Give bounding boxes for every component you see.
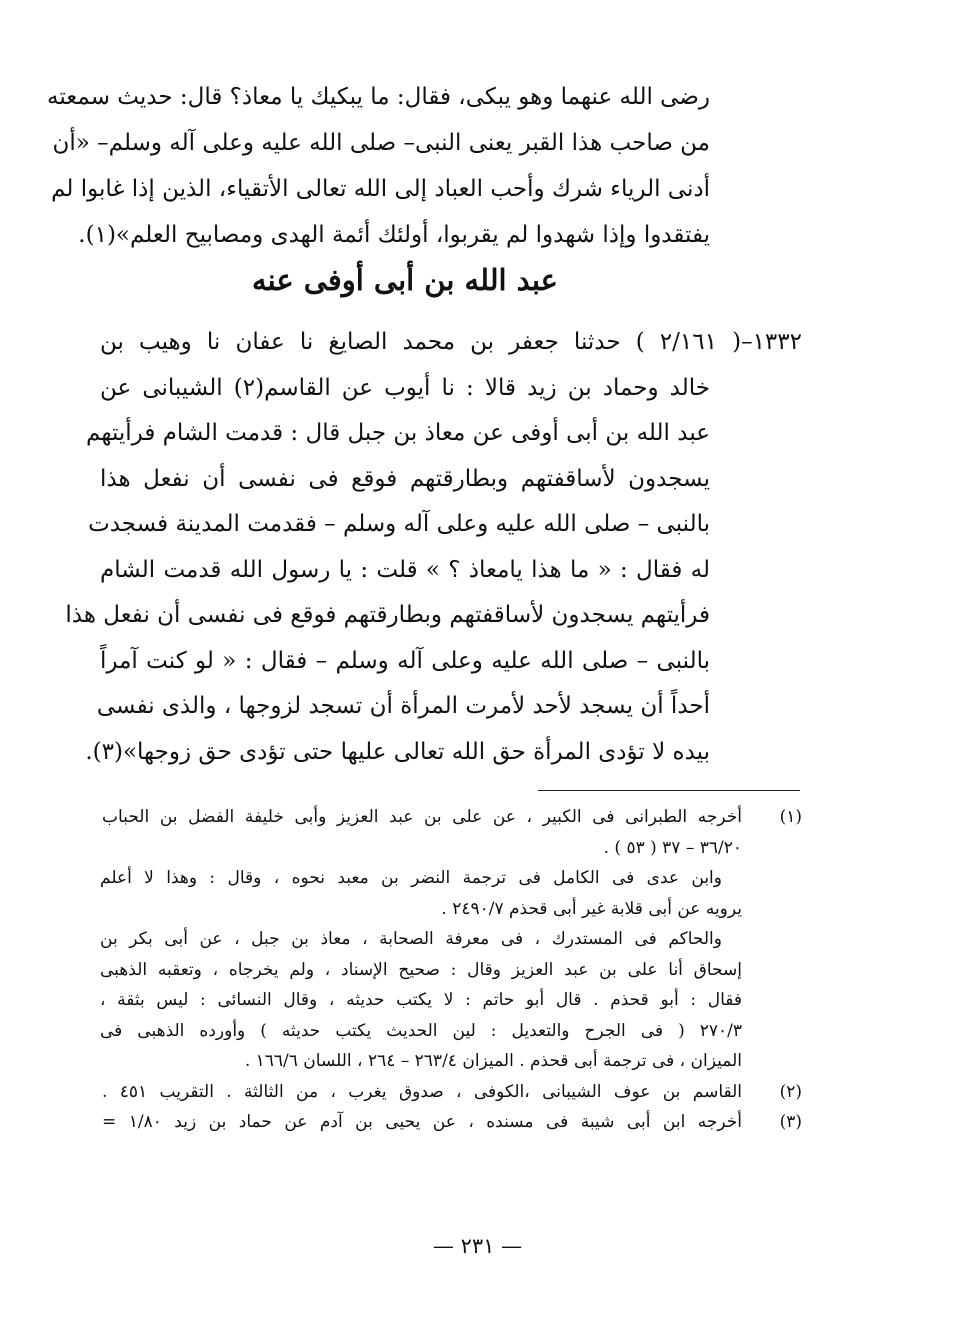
- section-heading: عبد الله بن أبى أوفى عنه: [252, 263, 558, 297]
- hadith-line: عبد الله بن أبى أوفى عن معاذ بن جبل قال : قدمت الشام فرأيتهم: [86, 420, 710, 446]
- footnote-number: (٣): [779, 1112, 802, 1132]
- footnote-1: [100, 802, 802, 833]
- footnote-number: (١): [779, 807, 802, 827]
- hadith-paragraph: [65, 320, 802, 775]
- text-line: أدنى الرياء شرك وأحب العباد إلى الله تعالى الأتقياء، الذين إذا غابوا لم: [51, 176, 710, 202]
- footnote-2: [100, 1077, 802, 1108]
- hadith-line: فرأيتهم يسجدون لأساقفتهم وبطارقتهم فوقع فى نفسى أن نفعل هذا: [65, 602, 710, 628]
- footnote-text: القاسم بن عوف الشيبانى ،الكوفى ، صدوق يغرب ، من الثالثة . التقريب ٤٥١ .: [102, 1081, 743, 1102]
- text-line: من صاحب هذا القبر يعنى النبى– صلى الله عليه وعلى آله وسلم– «أن: [52, 130, 710, 156]
- intro-paragraph: [47, 74, 710, 258]
- footnote-number: (٢): [779, 1081, 802, 1102]
- page-number: — ٢٣١ —: [432, 1234, 523, 1258]
- hadith-line: خالد وحماد بن زيد قالا : نا أيوب عن القاسم(٢) الشيبانى عن: [100, 374, 710, 401]
- text-line: يفتقدوا وإذا شهدوا لم يقربوا، أولئك أئمة الهدى ومصابيح العلم»(١).: [78, 222, 710, 248]
- hadith-line: أحداً أن يسجد لأحد لأمرت المرأة أن تسجد لزوجها ، والذى نفسى: [96, 693, 710, 719]
- footnote-line: وابن عدى فى الكامل فى ترجمة النضر بن معبد نحوه ، وقال : وهذا لا أعلم: [100, 868, 722, 888]
- hadith-line: ( ٢/١٦١ ) حدثنا جعفر بن محمد الصايغ نا عفان نا وهيب بن: [100, 329, 742, 355]
- footnote-text: أخرجه الطبرانى فى الكبير ، عن على بن عبد العزيز وأبى خليفة الفضل بن الحباب: [102, 807, 742, 827]
- footnote-line: إسحاق أنا على بن عبد العزيز وقال : صحيح الإسناد ، ولم يخرجاه ، وتعقبه الذهبى: [100, 959, 742, 980]
- hadith-line: بالنبى – صلى الله عليه وعلى آله وسلم – فقدمت المدينة فسجدت: [88, 511, 710, 537]
- footnotes: [100, 802, 802, 1138]
- footnote-line: الميزان ، فى ترجمة أبى قحذم . الميزان ٢٦٣/٤ – ٢٦٤ ، اللسان ١٦٦/٦ .: [244, 1051, 742, 1071]
- hadith-line: بيده لا تؤدى المرأة حق الله تعالى عليها حتى تؤدى حق زوجها»(٣).: [85, 738, 710, 765]
- hadith-line: بالنبى – صلى الله عليه وعلى آله وسلم – فقال : « لو كنت آمراً: [100, 647, 710, 674]
- footnote-line: يرويه عن أبى قلابة غير أبى قحذم ٢٤٩٠/٧ .: [441, 898, 742, 919]
- footnote-line: والحاكم فى المستدرك ، فى معرفة الصحابة ، معاذ بن جبل ، عن أبى بكر بن: [100, 929, 722, 949]
- footnote-line: ٢٧٠/٣ ( فى الجرح والتعديل : لين الحديث يكتب حديثه ) وأورده الذهبى فى: [100, 1020, 742, 1041]
- footnote-line: فقال : أبو قحذم . قال أبو حاتم : لا يكتب حديثه ، وقال النسائى : ليس بثقة ،: [100, 990, 742, 1010]
- hadith-first-line: [100, 320, 802, 366]
- footnote-divider: [538, 790, 800, 791]
- hadith-line: له فقال : « ما هذا يامعاذ ؟ » قلت : يا رسول الله قدمت الشام: [100, 556, 710, 583]
- footnote-text: أخرجه ابن أبى شيبة فى مسنده ، عن يحيى بن آدم عن حماد بن زيد ١/٨٠ =: [102, 1112, 742, 1132]
- footnote-line: ٣٦/٢٠ – ٣٧ ( ٥٣ ) .: [603, 837, 742, 858]
- hadith-line: يسجدون لأساقفتهم وبطارقتهم فوقع فى نفسى أن نفعل هذا: [100, 465, 710, 492]
- hadith-number: ١٣٣٢–: [741, 329, 802, 355]
- footnote-3: [100, 1107, 802, 1138]
- text-line: رضى الله عنهما وهو يبكى، فقال: ما يبكيك يا معاذ؟ قال: حديث سمعته: [47, 84, 710, 110]
